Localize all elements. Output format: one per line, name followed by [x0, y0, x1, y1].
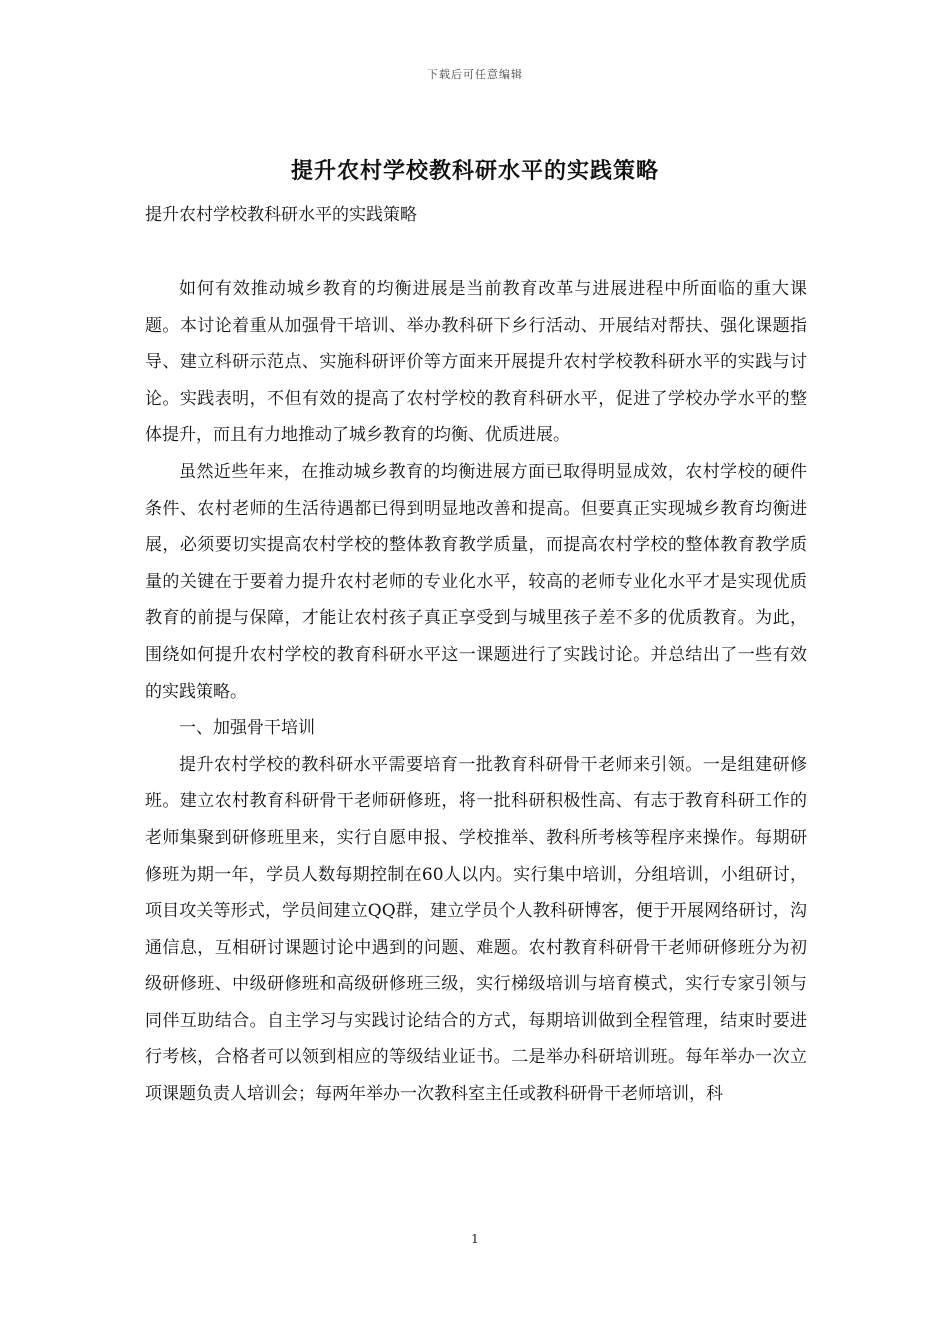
document-body [145, 271, 807, 1113]
header-note: 下载后可任意编辑 [427, 68, 523, 81]
paragraph-section-1: 提升农村学校的教科研水平需要培育一批教育科研骨干老师来引领。一是组建研修班。建立农村教育科研骨干老师研修班，将一批科研积极性高、有志于教育科研工作的老师集聚到研修班里来，实行自愿申报、学校推举、教科所考核等程序来操作。每期研修班为期一年，学员人数每期控制在60人以内。实行集中培训，分组培训，小组研讨，项目攻关等形式，学员间建立QQ群，建立学员个人教科研博客，便于开展网络研讨，沟通信息，互相研讨课题讨论中遇到的问题、难题。农村教育科研骨干老师研修班分为初级研修班、中级研修班和高级研修班三级，实行梯级培训与培育模式，实行专家引领与同伴互助结合。自主学习与实践讨论结合的方式，每期培训做到全程管理，结束时要进行考核，合格者可以领到相应的等级结业证书。二是举办科研培训班。每年举办一次立项课题负责人培训会；每两年举办一次教科室主任或教科研骨干老师培训，科 [145, 754, 807, 1105]
section-heading-1: 一、加强骨干培训 [179, 718, 315, 739]
document-subtitle: 提升农村学校教科研水平的实践策略 [145, 205, 417, 225]
document-title: 提升农村学校教科研水平的实践策略 [290, 158, 659, 184]
page-number: 1 [471, 1232, 479, 1246]
paragraph-abstract: 如何有效推动城乡教育的均衡进展是当前教育改革与进展进程中所面临的重大课题。本讨论着重从加强骨干培训、举办教科研下乡行活动、开展结对帮扶、强化课题指导、建立科研示范点、实施科研评价等方面来开展提升农村学校教科研水平的实践与讨论。实践表明，不但有效的提高了农村学校的教育科研水平，促进了学校办学水平的整体提升，而且有力地推动了城乡教育的均衡、优质进展。 [145, 279, 807, 446]
paragraph-background: 虽然近些年来，在推动城乡教育的均衡进展方面已取得明显成效，农村学校的硬件条件、农村老师的生活待遇都已得到明显地改善和提高。但要真正实现城乡教育均衡进展，必须要切实提高农村学校的整体教育教学质量，而提高农村学校的整体教育教学质量的关键在于要着力提升农村老师的专业化水平，较高的老师专业化水平才是实现优质教育的前提与保障，才能让农村孩子真正享受到与城里孩子差不多的优质教育。为此，围绕如何提升农村学校的教育科研水平这一课题进行了实践讨论。并总结出了一些有效的实践策略。 [145, 461, 807, 702]
